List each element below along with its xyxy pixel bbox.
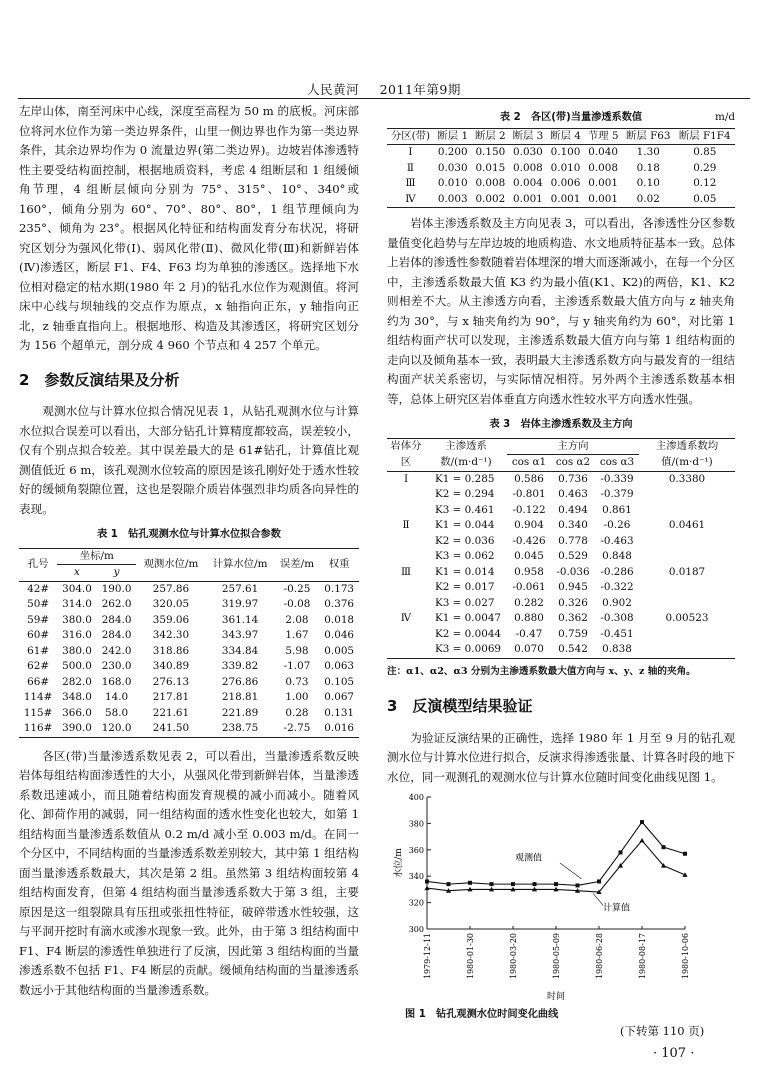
issue-label: 2011年第9期 — [379, 82, 461, 97]
table-cell: 114# — [23, 691, 53, 703]
table-cell: 0.010 — [437, 177, 468, 189]
header-rule — [18, 98, 750, 99]
table-cell: 0.006 — [550, 177, 581, 189]
line-chart — [387, 787, 735, 1001]
table-row — [387, 518, 735, 534]
table-cell: 276.86 — [221, 675, 259, 688]
table-cell: 0.529 — [558, 550, 588, 562]
table-cell: Ⅳ — [405, 192, 416, 205]
col-header: 断层 F63 — [625, 129, 671, 142]
col-header: 主渗透系数/(m·d⁻¹) — [440, 440, 492, 468]
table-cell: -0.25 — [283, 582, 311, 595]
table-cell: 359.06 — [152, 613, 190, 626]
x-tick-label: 1979-12-11 — [423, 933, 432, 980]
table-cell: 0.848 — [602, 550, 632, 562]
table-row — [387, 611, 735, 627]
table-cell: K1 = 0.044 — [435, 519, 495, 531]
table-row — [19, 690, 359, 706]
col-header: 孔号 — [27, 557, 49, 570]
table-cell: 500.0 — [62, 660, 92, 672]
table-cell: 1.00 — [285, 691, 309, 703]
col-header: y — [113, 566, 120, 578]
col-header: 分区(带) — [390, 129, 431, 142]
col-header: cos α1 — [511, 456, 547, 468]
series-label-leader — [560, 863, 582, 879]
table-cell: -0.286 — [600, 565, 634, 578]
col-header: 断层 4 — [550, 129, 581, 142]
table-cell: 0.542 — [558, 643, 588, 655]
table-cell: 0.010 — [550, 161, 581, 174]
data-point — [447, 882, 451, 886]
table-cell: 0.376 — [324, 598, 355, 610]
table-cell: -0.036 — [556, 565, 590, 578]
data-point — [683, 852, 687, 856]
table-cell: -0.061 — [512, 581, 546, 593]
table-cell: 0.12 — [693, 177, 717, 189]
table-cell: 0.008 — [513, 161, 543, 174]
x-tick-label: 1980-08-17 — [638, 933, 647, 980]
data-point — [619, 850, 623, 854]
table-cell: 0.18 — [636, 161, 660, 174]
table-cell: 318.86 — [152, 644, 190, 657]
table-cell: 339.82 — [221, 660, 259, 672]
right-column — [387, 102, 735, 1028]
table-cell: 316.0 — [62, 629, 92, 641]
table-row — [387, 565, 735, 581]
series-label-observed: 观测值 — [515, 853, 543, 864]
figure-caption: 图 1 钻孔观测水位时间变化曲线 — [405, 1009, 559, 1020]
table-cell: 0.85 — [693, 146, 717, 158]
table-cell: 5.98 — [285, 644, 309, 657]
table-cell: 319.97 — [221, 598, 259, 610]
table-cell: 0.880 — [514, 612, 544, 624]
table-cell: 60# — [27, 629, 50, 641]
table-cell: 0.008 — [475, 177, 506, 189]
zone-cell: Ⅳ — [400, 612, 412, 624]
table-cell: 276.13 — [152, 675, 190, 688]
table-row — [387, 471, 735, 487]
data-point — [640, 820, 644, 824]
continued-note: (下转第 110 页) — [620, 1024, 705, 1038]
table-cell: 0.150 — [475, 146, 506, 158]
table-2-caption-row — [387, 108, 735, 128]
y-tick-label: 320 — [408, 898, 424, 908]
table-cell: 0.282 — [514, 596, 544, 609]
table-cell: 242.0 — [101, 644, 132, 657]
table-cell: 230.0 — [101, 660, 132, 672]
table-cell: 2.08 — [285, 613, 309, 626]
table-cell: 0.131 — [324, 706, 355, 719]
table-cell: K1 = 0.0047 — [435, 612, 502, 624]
series-line — [427, 822, 685, 885]
table-cell: 0.067 — [324, 691, 355, 703]
table-cell: 314.0 — [62, 598, 92, 610]
col-header: 节理 5 — [587, 129, 619, 142]
table-2 — [387, 128, 735, 209]
table-cell: 0.05 — [693, 192, 717, 205]
table-cell: 0.015 — [475, 161, 506, 174]
table-cell: 50# — [27, 598, 50, 610]
table-cell: -0.308 — [600, 612, 634, 624]
section-heading: 2 参数反演结果及分析 — [19, 370, 180, 389]
table-cell: 0.838 — [602, 643, 632, 655]
table-cell: 380.0 — [62, 613, 92, 626]
table-cell: 0.173 — [324, 582, 355, 595]
table-cell: 0.016 — [324, 722, 355, 734]
table-cell: 0.105 — [324, 675, 355, 688]
table-cell: 282.0 — [62, 675, 92, 688]
running-header — [0, 80, 768, 98]
table-cell: 0.008 — [588, 161, 619, 174]
table-cell: 218.81 — [221, 691, 259, 703]
table-row — [387, 176, 735, 192]
table-cell: 0.902 — [602, 596, 632, 609]
table-cell: 0.200 — [437, 146, 468, 158]
table-cell: -0.322 — [600, 581, 634, 593]
col-header: 权重 — [328, 557, 350, 570]
table-cell: 0.10 — [636, 177, 660, 189]
table-cell: 1.30 — [636, 146, 660, 158]
paragraph: 为验证反演结果的正确性，选择 1980 年 1 月至 9 月的钻孔观测水位与计算水位进行拟合，反演求得渗透张量、计算各时段的地下水位，同一观测孔的观测水位与计算水位随时间变化曲线见图 1。 — [387, 730, 735, 784]
col-header: 断层 3 — [512, 129, 544, 142]
table-cell: 284.0 — [101, 613, 132, 626]
x-tick-label: 1980-06-28 — [595, 933, 604, 980]
table-caption: 表 3 岩体主渗透系数及主方向 — [489, 419, 633, 430]
table-cell: K2 = 0.017 — [435, 581, 495, 593]
table-cell: 0.100 — [550, 146, 581, 158]
table-unit: m/d — [714, 111, 735, 123]
table-cell: -0.379 — [600, 488, 634, 500]
table-cell: 120.0 — [101, 722, 132, 734]
table-row — [19, 581, 359, 597]
data-point — [425, 879, 429, 883]
table-cell: 61# — [27, 644, 50, 657]
col-header: cos α3 — [599, 456, 635, 468]
x-tick-label: 1980-10-06 — [681, 933, 690, 980]
table-cell: 262.0 — [101, 598, 132, 610]
table-cell: 361.14 — [221, 613, 259, 626]
series-label-calculated: 计算值 — [603, 903, 631, 914]
avg-cell: 0.0461 — [668, 519, 706, 531]
col-header: 主方向 — [507, 438, 639, 455]
table-cell: 221.61 — [152, 706, 190, 719]
table-cell: -0.426 — [512, 534, 546, 547]
table-cell: 0.02 — [636, 192, 660, 205]
table-row — [19, 644, 359, 660]
x-tick-label: 1980-03-20 — [509, 933, 518, 980]
col-header: x — [74, 566, 80, 578]
paragraph: 岩体主渗透系数及主方向见表 3，可以看出，各渗透性分区参数量值变化趋势与左岸边坡的地质构造、水文地质特征基本一致。总体上岩体的渗透性参数随着岩体埋深的增大而逐渐减小，在每一个分区中，主渗透系数最大值 K3 约为最小值(K1、K2)的两倍，K1、K2 则相差不大。从主渗透方向看，主渗透系数最大值方向与 z 轴夹角约为 30°，与 x 轴夹角约为 90°，与 y 轴夹角约为 60°，对比第 1 组结构面产状可以发现，主渗透系数最大值方向与第 1 组结构面的走向以及倾角基本一致，表明最大主渗透系数方向与最发育的一组结构面产状关系密切，与实际情况相符。另外两个主渗透系数基本相等，总体上研究区岩体垂直方向透水性较水平方向透水性强。 — [387, 216, 735, 406]
table-cell: 217.81 — [152, 691, 190, 703]
table-cell: K3 = 0.027 — [435, 596, 495, 609]
table-cell: 0.001 — [550, 192, 581, 205]
avg-cell: 0.00523 — [665, 612, 709, 624]
table-cell: 0.736 — [558, 472, 588, 485]
table-cell: K3 = 0.062 — [435, 550, 495, 562]
table-cell: 366.0 — [62, 706, 92, 719]
table-row — [19, 675, 359, 691]
table-cell: K2 = 0.036 — [435, 534, 495, 547]
table-cell: 42# — [27, 582, 50, 595]
table-cell: 0.001 — [513, 192, 543, 205]
table-cell: K2 = 0.0044 — [435, 627, 502, 640]
table-cell: -2.75 — [283, 722, 311, 734]
journal-name: 人民黄河 — [307, 82, 360, 97]
col-header: 误差/m — [279, 557, 315, 570]
figure-1 — [387, 787, 735, 1025]
data-point — [554, 882, 558, 886]
col-header: 岩体分区 — [390, 440, 422, 468]
zone-cell: Ⅲ — [400, 565, 412, 578]
table-cell: -0.339 — [600, 472, 634, 485]
table-cell: 0.003 — [437, 192, 468, 205]
table-row — [19, 706, 359, 722]
col-header: 断层 2 — [474, 129, 506, 142]
section-heading: 3 反演模型结果验证 — [387, 697, 533, 715]
table-cell: 0.326 — [558, 596, 588, 609]
page-number: · 107 · — [653, 1046, 695, 1061]
table-1 — [19, 548, 359, 738]
table-cell: 0.759 — [558, 627, 588, 640]
table-cell: 62# — [27, 660, 50, 672]
col-header: 观测水位/m — [143, 557, 199, 570]
table-cell: K1 = 0.014 — [435, 565, 495, 578]
table-cell: K2 = 0.294 — [435, 488, 495, 500]
table-cell: Ⅰ — [408, 146, 413, 158]
avg-cell: 0.3380 — [668, 472, 706, 485]
table-note: 注：α1、α2、α3 分别为主渗透系数最大值方向与 x、y、z 轴的夹角。 — [387, 665, 696, 677]
col-header: 主渗透系数均值/(m·d⁻¹) — [655, 440, 719, 468]
table-cell: -0.463 — [600, 534, 634, 547]
table-cell: 0.018 — [324, 613, 355, 626]
table-cell: 0.046 — [324, 629, 355, 641]
avg-cell: 0.0187 — [668, 565, 706, 578]
table-cell: K3 = 0.461 — [435, 503, 495, 516]
table-cell: 257.86 — [152, 582, 190, 595]
data-point — [597, 879, 601, 883]
table-cell: 380.0 — [62, 644, 92, 657]
table-cell: 238.75 — [221, 722, 259, 734]
table-cell: 0.070 — [514, 643, 544, 655]
table-cell: 221.89 — [221, 706, 259, 719]
table-cell: 0.586 — [514, 472, 544, 485]
table-cell: K1 = 0.285 — [435, 472, 495, 485]
data-point — [662, 845, 666, 849]
table-cell: 284.0 — [101, 629, 132, 641]
left-column — [19, 102, 359, 1000]
table-cell: 0.063 — [324, 660, 355, 672]
table-cell: 0.29 — [693, 161, 717, 174]
data-point — [576, 883, 580, 887]
table-cell: 0.861 — [602, 503, 632, 516]
table-caption: 表 1 钻孔观测水位与计算水位拟合参数 — [97, 529, 281, 540]
table-cell: 320.05 — [152, 598, 190, 610]
series-label-leader — [593, 893, 603, 905]
zone-cell: Ⅱ — [402, 519, 410, 531]
col-header: 断层 1 — [437, 129, 469, 142]
data-point — [511, 882, 515, 886]
y-axis-label: 水位/m — [394, 848, 404, 878]
table-cell: -0.08 — [283, 598, 311, 610]
data-point — [639, 838, 644, 843]
table-cell: 0.001 — [588, 177, 619, 189]
table-cell: 0.494 — [558, 503, 588, 516]
table-cell: Ⅲ — [405, 177, 416, 189]
table-row — [387, 145, 735, 161]
table-cell: 0.040 — [588, 146, 619, 158]
table-cell: 0.030 — [513, 146, 543, 158]
y-tick-label: 400 — [408, 793, 424, 802]
table-cell: 0.001 — [588, 192, 619, 205]
table-row — [19, 597, 359, 613]
table-cell: 340.89 — [152, 660, 190, 672]
table-cell: 190.0 — [101, 582, 132, 595]
table-row — [19, 721, 359, 737]
table-cell: 334.84 — [221, 644, 259, 657]
table-cell: 66# — [27, 675, 50, 688]
zone-cell: Ⅰ — [403, 472, 409, 485]
table-cell: -0.26 — [603, 519, 631, 531]
table-cell: 0.002 — [475, 192, 506, 205]
table-row — [387, 161, 735, 177]
table-cell: 116# — [23, 722, 53, 734]
table-cell: 0.904 — [514, 519, 544, 531]
x-tick-label: 1980-01-30 — [466, 933, 475, 980]
table-cell: -0.122 — [512, 503, 546, 516]
col-header: 计算水位/m — [212, 557, 268, 570]
data-point — [533, 882, 537, 886]
table-cell: 0.778 — [558, 534, 588, 547]
paragraph: 观测水位与计算水位拟合情况见表 1，从钻孔观测水位与计算水位拟合误差可以看出，大部分钻孔计算精度都较高，误差较小，仅有个别点拟合较差。其中误差最大的是 61#钻孔，计算值比观测值低近 6 m，该孔观测水位较高的原因是该孔刚好处于透水性较好的缓倾角裂隙位置，这也是裂隙介质岩体强烈非均质各向异性的表现。 — [19, 404, 359, 516]
data-point — [490, 882, 494, 886]
table-3 — [387, 438, 735, 659]
table-cell: 0.73 — [285, 675, 309, 688]
table-cell: 0.030 — [437, 161, 468, 174]
table-cell: 304.0 — [62, 582, 92, 595]
table-cell: 1.67 — [285, 629, 309, 641]
table-cell: 390.0 — [62, 722, 92, 734]
table-cell: 168.0 — [101, 675, 132, 688]
table-cell: -0.801 — [512, 488, 546, 500]
col-header: 断层 F1F4 — [678, 129, 731, 142]
table-cell: 0.005 — [324, 644, 355, 657]
table-cell: 0.945 — [558, 581, 588, 593]
table-row — [19, 628, 359, 644]
table-cell: 59# — [27, 613, 50, 626]
table-cell: 0.958 — [514, 565, 544, 578]
table-cell: 115# — [23, 706, 53, 719]
y-tick-label: 300 — [408, 925, 424, 934]
table-cell: 0.463 — [558, 488, 588, 500]
col-header: cos α2 — [555, 456, 591, 468]
table-cell: 241.50 — [152, 722, 190, 734]
table-row — [19, 613, 359, 629]
table-row — [19, 659, 359, 675]
table-row — [387, 192, 735, 208]
table-cell: 0.362 — [558, 612, 588, 624]
y-tick-label: 380 — [408, 819, 424, 829]
table-cell: 0.340 — [558, 519, 588, 531]
table-cell: 14.0 — [104, 691, 129, 703]
y-tick-label: 360 — [408, 845, 424, 855]
table-cell: 0.004 — [513, 177, 543, 189]
x-tick-label: 1980-05-09 — [552, 933, 561, 980]
table-cell: Ⅱ — [406, 161, 414, 174]
table-cell: 58.0 — [104, 706, 129, 719]
table-cell: 0.28 — [285, 706, 309, 719]
table-cell: -0.47 — [515, 627, 543, 640]
table-cell: K3 = 0.0069 — [435, 643, 502, 655]
table-caption: 表 2 各区(带)当量渗透系数值 — [499, 112, 643, 123]
table-cell: 0.045 — [514, 550, 544, 562]
y-tick-label: 340 — [408, 872, 424, 882]
table-cell: 342.30 — [152, 629, 190, 641]
paragraph: 各区(带)当量渗透系数见表 2，可以看出，当量渗透系数反映岩体每组结构面渗透性的大小，从强风化带到新鲜岩体，当量渗透系数迅速减小，而且随着结构面发育规模的减小而减小。随着风化、卸荷作用的减弱，同一组结构面的透水性变化也较大，如第 1 组结构面当量渗透系数值从 0.2 m/d 减小至 0.003 m/d。在同一个分区中，不同结构面的当量渗透系数差别较大，其中第 1 组结构面当量渗透系数最大，其次是第 2 组。虽然第 3 组结构面较第 4 组结构面发育，但第 4 组结构面当量渗透系数大于第 3 组，主要原因是这一组裂隙具有压扭或张扭性特征，破碎带透水性较强，这与平洞开挖时有滴水或渗水现象一致。此外，由于第 3 组结构面中 F1、F4 断层的渗透性单独进行了反演，因此第 3 组结构面的当量渗透系数不包括 F1、F4 断层的贡献。缓倾角结构面的当量渗透系数远小于其他结构面的当量渗透系数。 — [19, 748, 359, 997]
table-cell: 257.61 — [221, 582, 259, 595]
table-cell: -0.451 — [600, 627, 634, 640]
data-point — [468, 881, 472, 885]
paragraph: 左岸山体，南至河床中心线，深度至高程为 50 m 的底板。河床部位将河水位作为第一类边界条件，山里一侧边界也作为第一类边界条件，其余边界均作为 0 流量边界(第二类边界)。边坡岩体渗透特性主要受结构面控制，根据地质资料，考虑 4 组断层和 1 组缓倾角节理，4 组断层倾向分别为 75°、315°、10°、340°或 160°，倾角分别为 60°、70°、80°、80°，1 组节理倾向为 235°、倾角为 23°。根据风化特征和结构面发育分布状况，将研究区划分为强风化带(Ⅰ)、弱风化带(Ⅱ)、微风化带(Ⅲ)和新鲜岩体(Ⅳ)渗透区，断层 F1、F4、F63 均为单独的渗透区。选择地下水位相对稳定的枯水期(1980 年 2 月)的钻孔水位作为观测值。将河床中心线与坝轴线的交点作为原点，x 轴指向正东，y 轴指向正北，z 轴垂直指向上。根据地形、构造及其渗透区，将研究区划分为 156 个超单元，剖分成 4 960 个节点和 4 257 个单元。 — [19, 104, 359, 352]
table-cell: 343.97 — [221, 629, 259, 641]
col-header: 坐标/m — [57, 548, 136, 565]
x-axis-label: 时间 — [546, 992, 566, 1001]
table-cell: 348.0 — [62, 691, 92, 703]
table-cell: -1.07 — [283, 660, 311, 672]
